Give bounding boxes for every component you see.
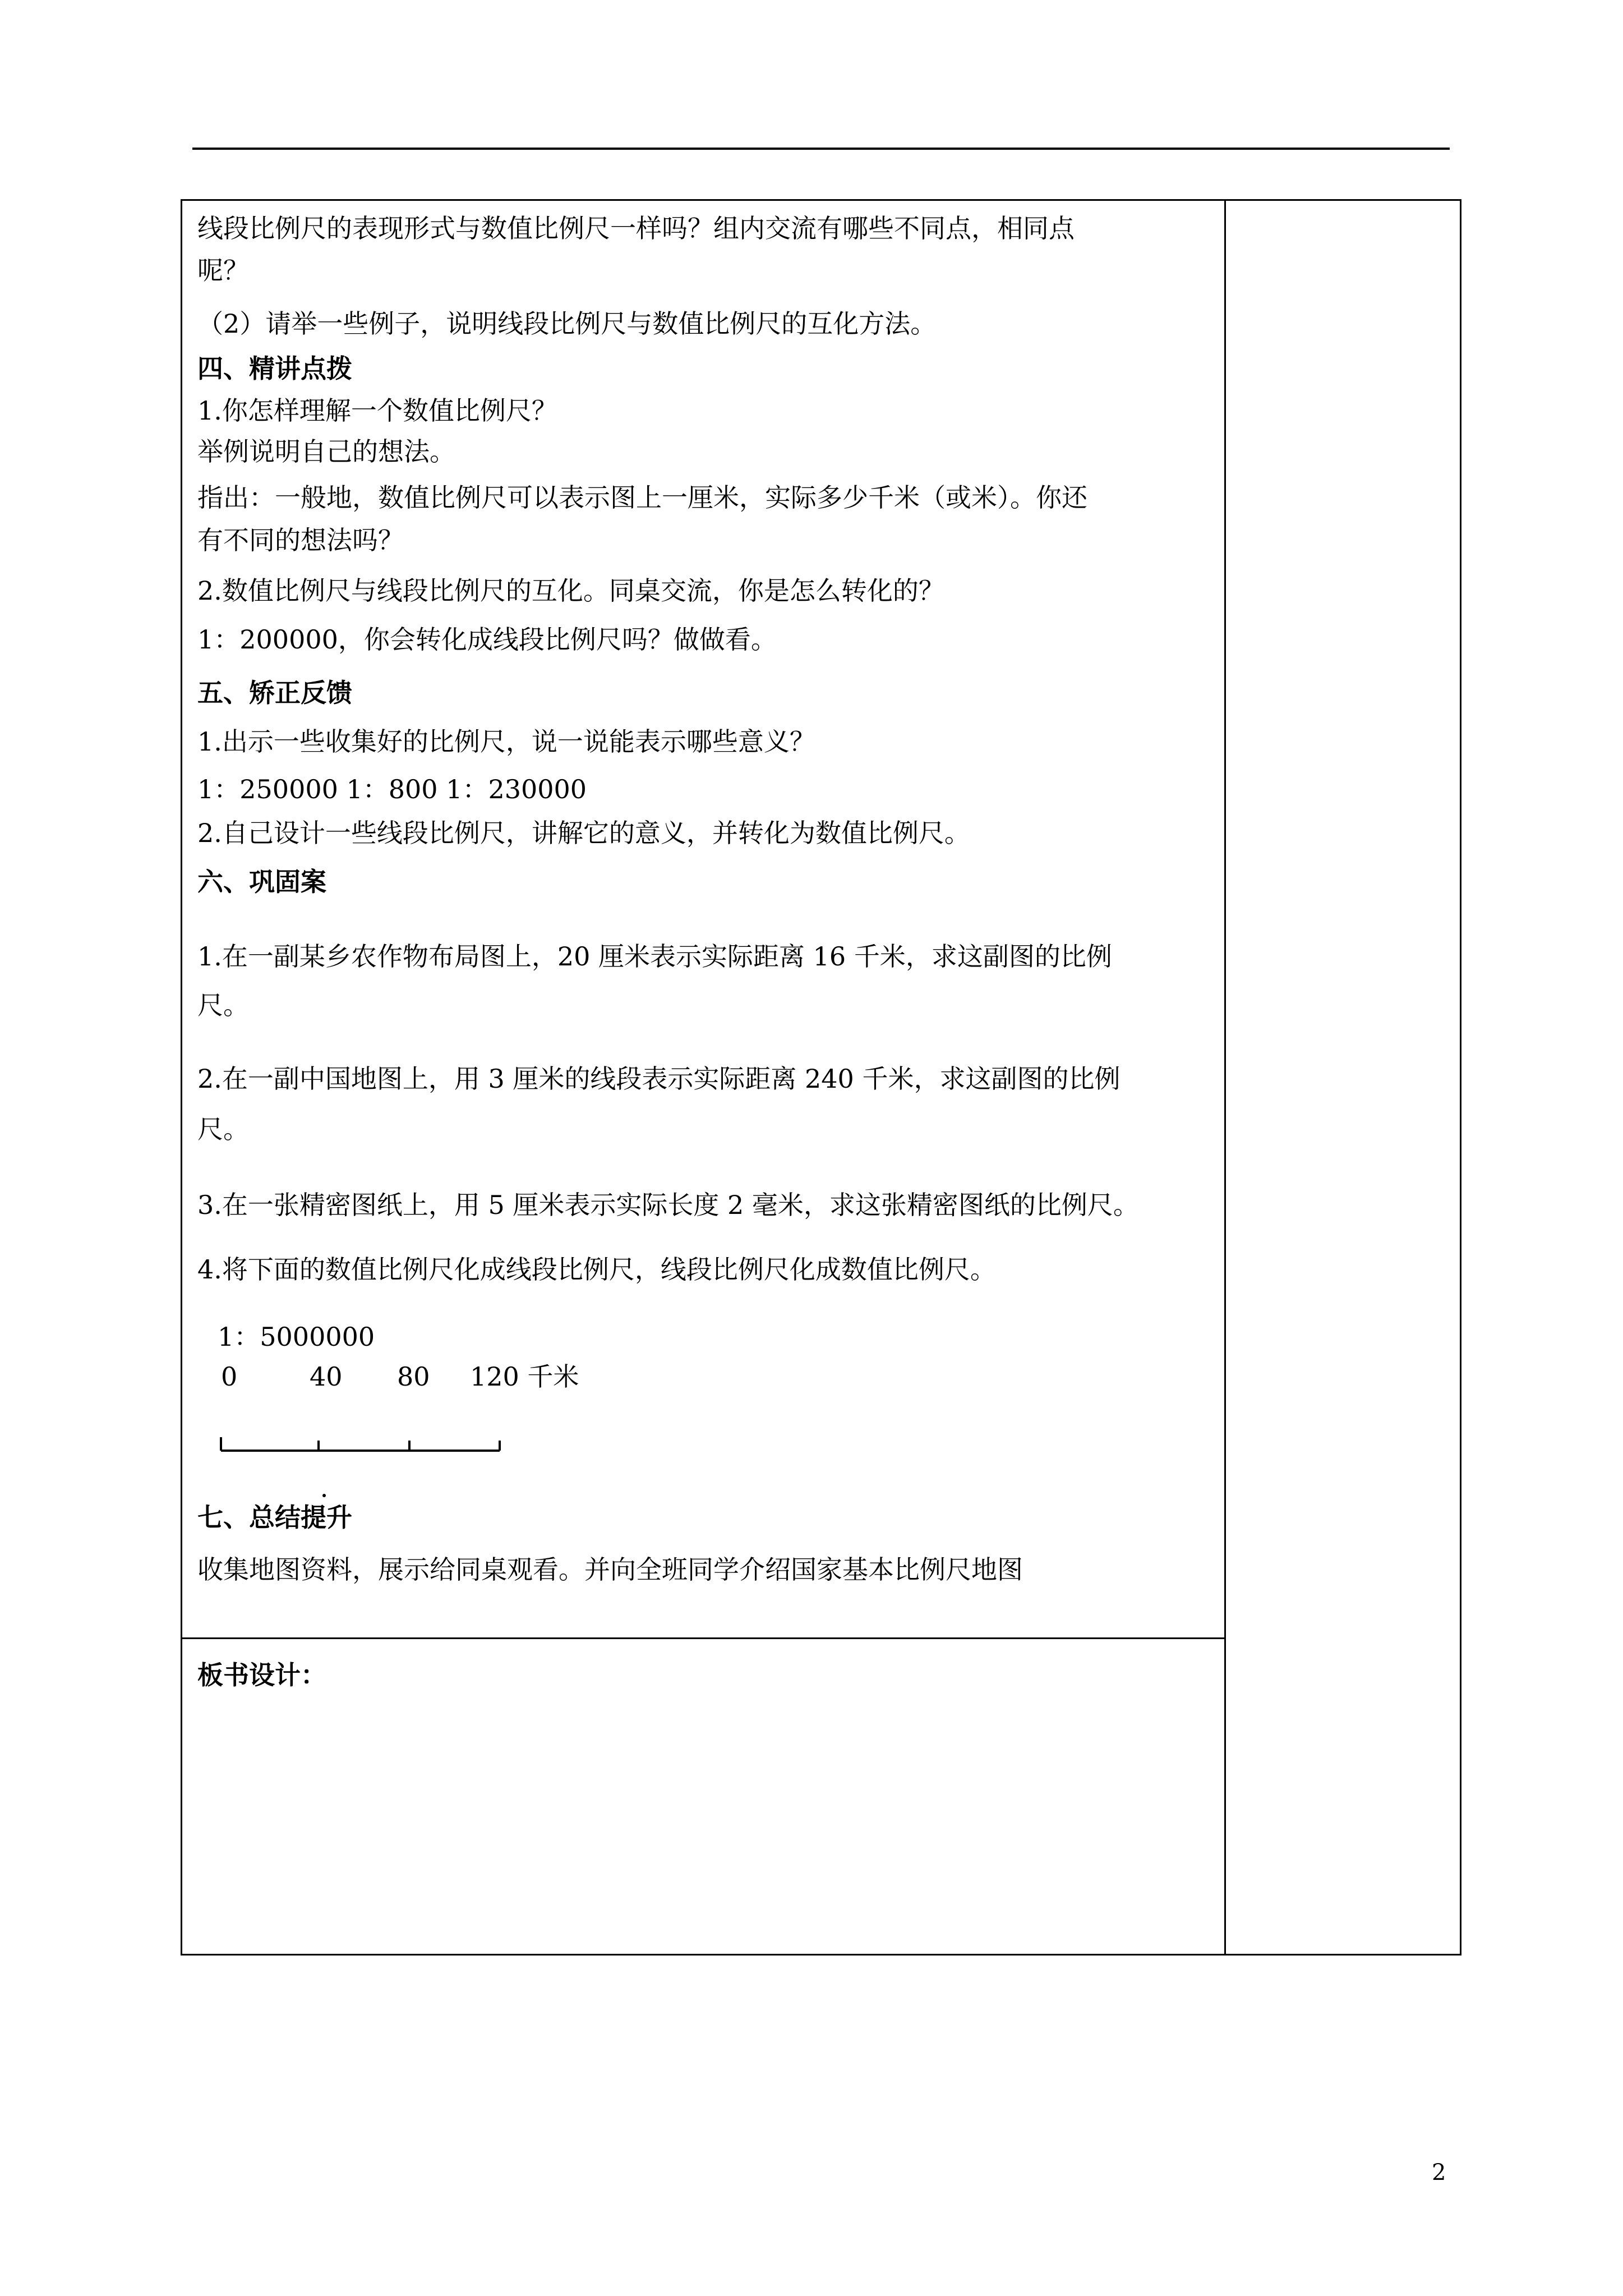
section-heading: 五、矫正反馈	[197, 678, 352, 708]
text-line: 线段比例尺的表现形式与数值比例尺一样吗？组内交流有哪些不同点，相同点	[197, 213, 1075, 243]
text-line: 1.在一副某乡农作物布局图上，20 厘米表示实际距离 16 千米，求这副图的比例	[197, 941, 1112, 972]
scale-label-0: 0	[221, 1361, 238, 1392]
text-line: 举例说明自己的想法。	[197, 436, 455, 467]
text-line: 3.在一张精密图纸上，用 5 厘米表示实际长度 2 毫米，求这张精密图纸的比例尺。	[197, 1190, 1139, 1220]
section-heading: 六、巩固案	[197, 867, 326, 897]
text-line: 呢？	[197, 255, 249, 286]
scale-label-80: 80	[397, 1361, 430, 1392]
page-number: 2	[1432, 2160, 1446, 2185]
text-line: 有不同的想法吗？	[197, 525, 404, 555]
text-line: 2.在一副中国地图上，用 3 厘米的线段表示实际距离 240 千米，求这副图的比例	[197, 1064, 1121, 1094]
header-rule	[192, 148, 1450, 150]
scale-label-120-km: 120 千米	[470, 1361, 579, 1392]
text-line: 4.将下面的数值比例尺化成线段比例尺，线段比例尺化成数值比例尺。	[197, 1254, 996, 1285]
text-line: 2.自己设计一些线段比例尺，讲解它的意义，并转化为数值比例尺。	[197, 818, 970, 848]
table-column-divider	[1224, 199, 1226, 1955]
text-line: （2）请举一些例子，说明线段比例尺与数值比例尺的互化方法。	[197, 309, 937, 339]
text-line: 收集地图资料，展示给同桌观看。并向全班同学介绍国家基本比例尺地图	[197, 1554, 1023, 1585]
text-line: 1.出示一些收集好的比例尺，说一说能表示哪些意义？	[197, 726, 815, 757]
text-line: 尺。	[197, 990, 249, 1020]
text-line: 尺。	[197, 1114, 249, 1144]
board-design-label: 板书设计：	[197, 1660, 326, 1690]
section-heading: 四、精讲点拨	[197, 353, 352, 384]
scale-examples: 1：250000 1：800 1：230000	[197, 774, 587, 804]
section-heading: 七、总结提升	[197, 1502, 352, 1533]
text-line: 指出：一般地，数值比例尺可以表示图上一厘米，实际多少千米（或米）。你还	[197, 482, 1087, 513]
line-scale-bar	[218, 1436, 509, 1503]
text-line: 2.数值比例尺与线段比例尺的互化。同桌交流，你是怎么转化的？	[197, 576, 944, 606]
numeric-scale: 1：5000000	[218, 1322, 375, 1352]
stray-dot	[322, 1494, 326, 1497]
scale-label-40: 40	[310, 1361, 343, 1392]
table-row-divider	[181, 1637, 1226, 1639]
text-line: 1：200000，你会转化成线段比例尺吗？做做看。	[197, 624, 777, 655]
text-line: 1.你怎样理解一个数值比例尺？	[197, 395, 557, 426]
